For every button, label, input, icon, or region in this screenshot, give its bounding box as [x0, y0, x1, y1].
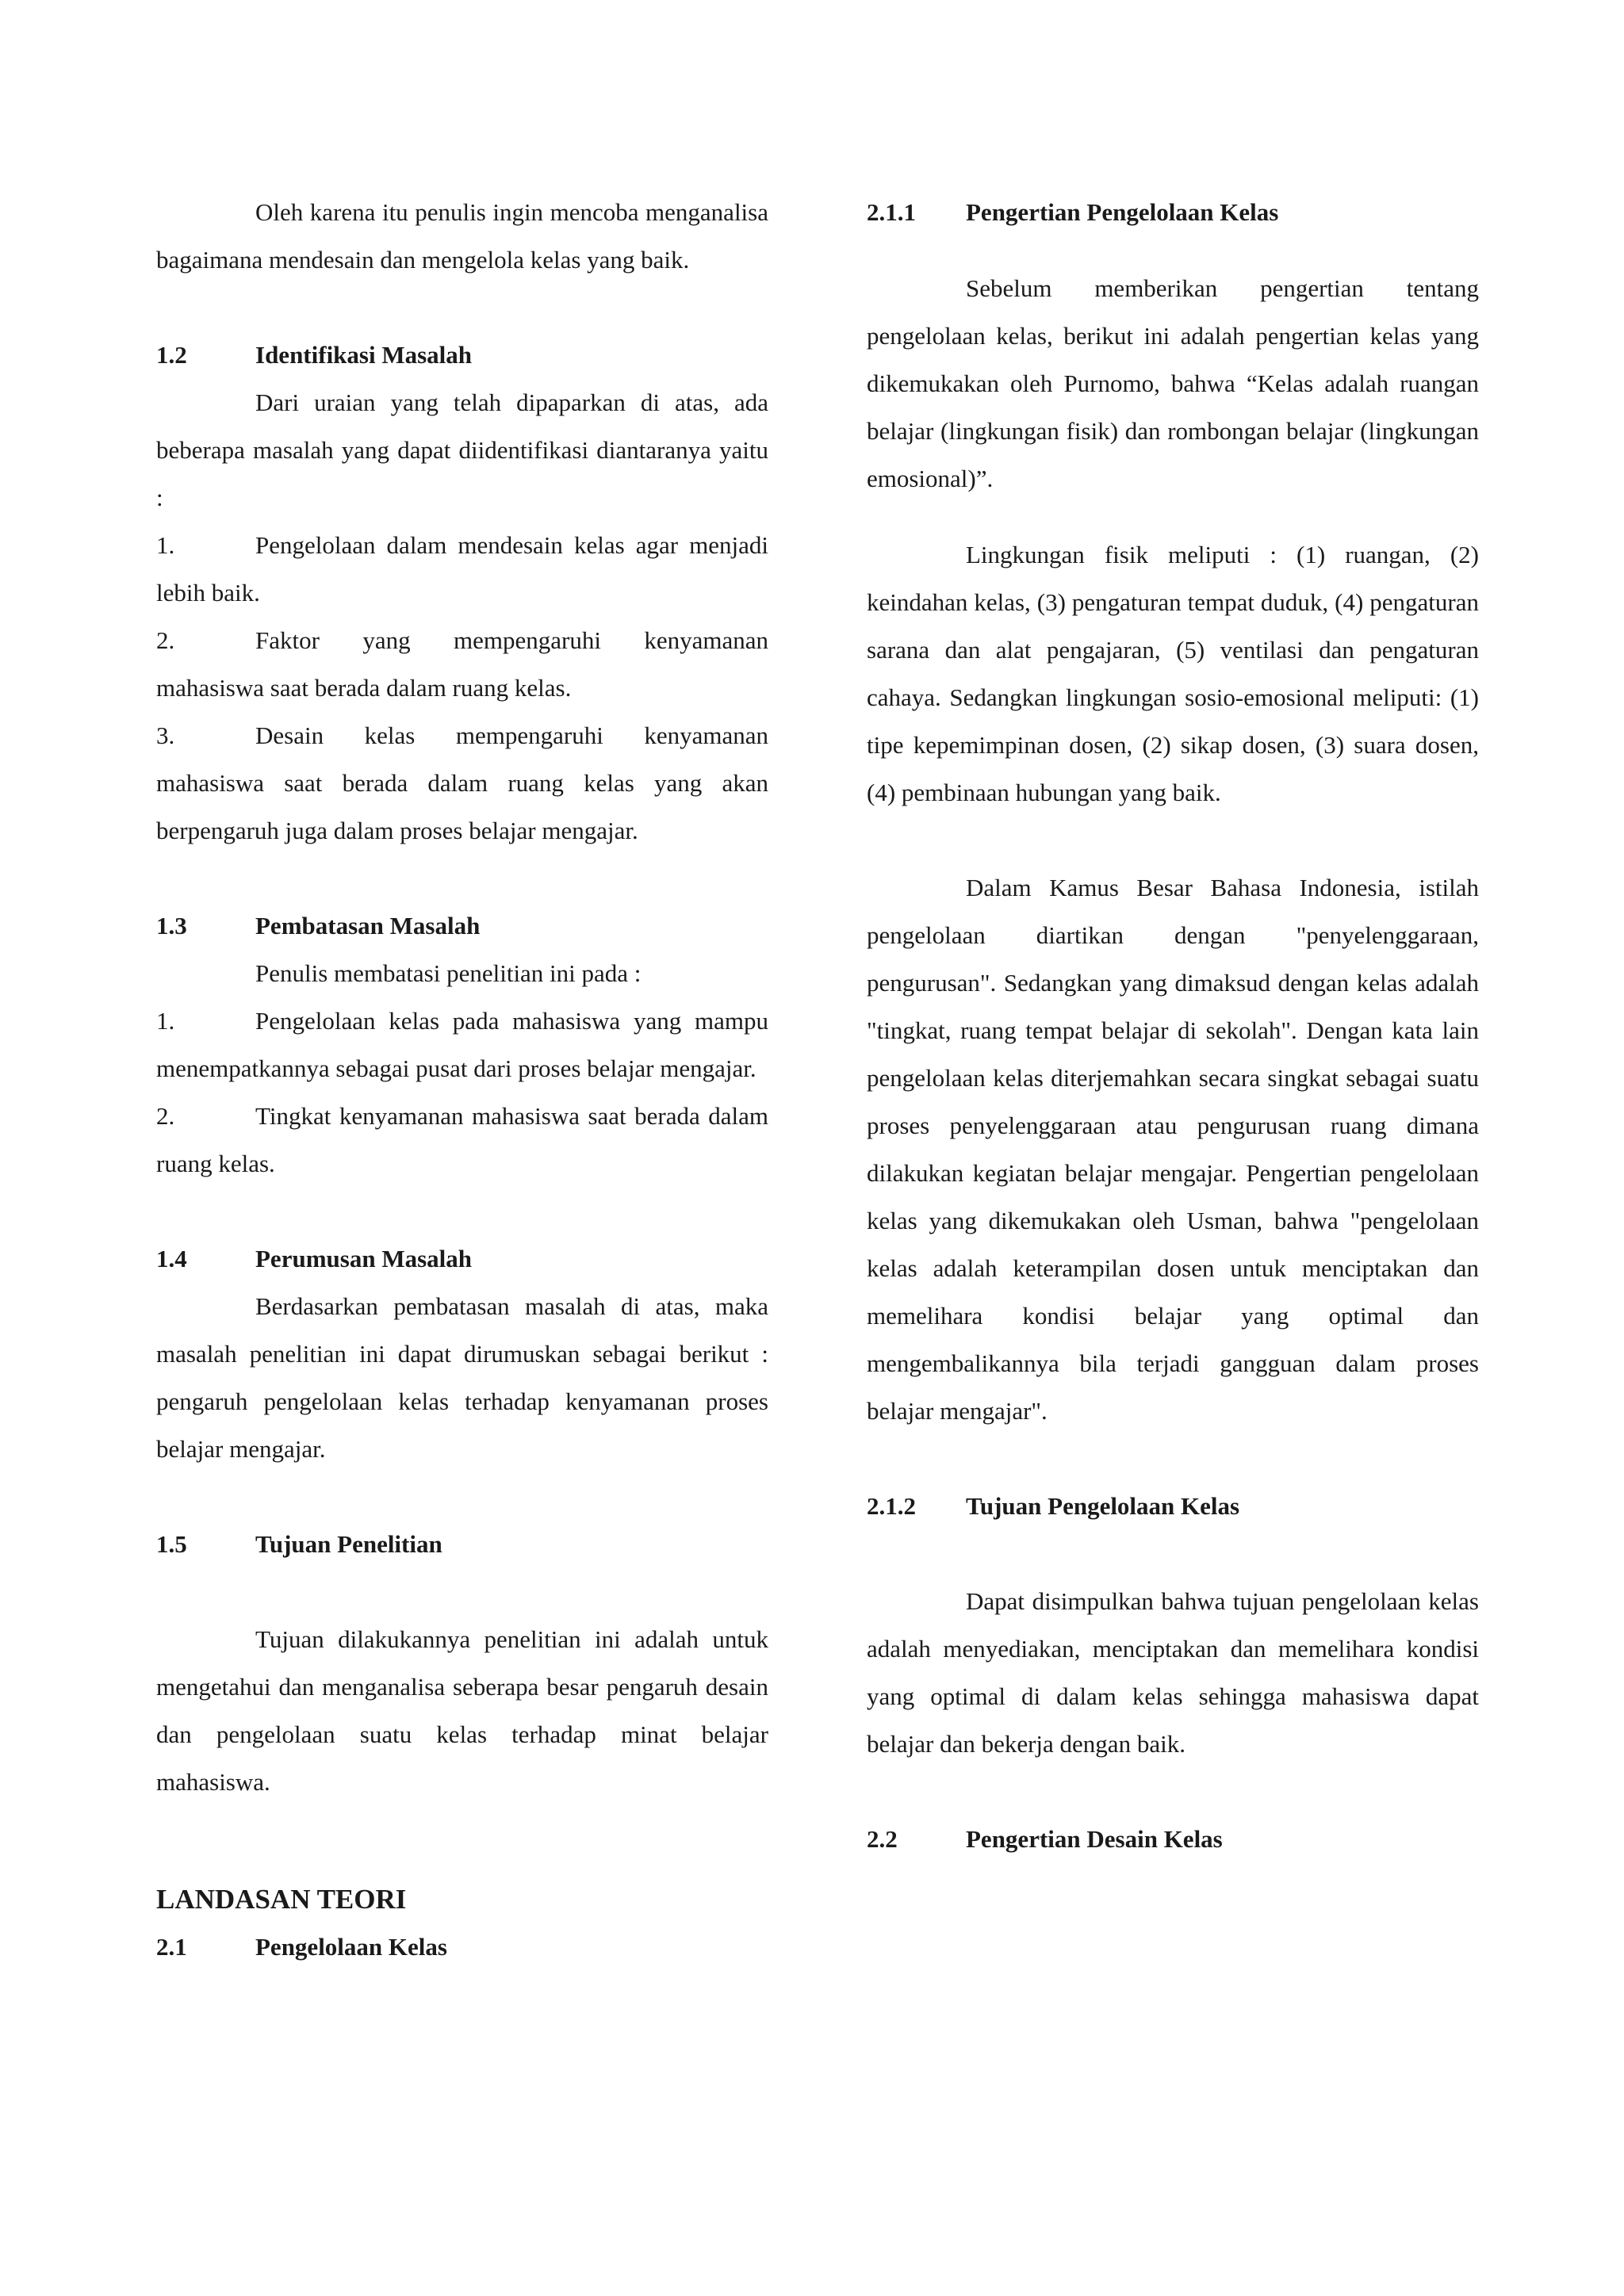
list-number: 3. [156, 721, 175, 749]
section-1-4-heading [156, 1235, 768, 1283]
list-text: Pengelolaan dalam mendesain kelas agar menjadi lebih baik. [156, 531, 768, 607]
section-1-4-paragraph: Berdasarkan pembatasan masalah di atas, maka masalah penelitian ini dapat dirumuskan sebagai berikut : pengaruh pengelolaan kelas terhadap kenyamanan proses belajar mengajar. [156, 1292, 768, 1463]
section-2-1-1-paragraph-3: Dalam Kamus Besar Bahasa Indonesia, istilah pengelolaan diartikan dengan "penyelenggaraan, pengurusan". Sedangkan yang dimaksud dengan kelas adalah "tingkat, ruang tempat belajar di sekolah". Dengan kata lain pengelolaan kelas diterjemahkan secara singkat sebagai suatu proses penyelenggaraan atau pengurusan ruang dimana dilakukan kegiatan belajar mengajar. Pengertian pengelolaan kelas yang dikemukakan oleh Usman, bahwa "pengelolaan kelas adalah keterampilan dosen untuk menciptakan dan memelihara kondisi belajar yang optimal dan mengembalikannya bila terjadi gangguan dalam proses belajar mengajar". [867, 874, 1479, 1425]
section-number: 1.5 [156, 1530, 187, 1558]
list-number: 1. [156, 531, 175, 559]
intro-paragraph: Oleh karena itu penulis ingin mencoba menganalisa bagaimana mendesain dan mengelola kelas yang baik. [156, 198, 768, 274]
list-text: Faktor yang mempengaruhi kenyamanan mahasiswa saat berada dalam ruang kelas. [156, 626, 768, 702]
section-1-5-heading [156, 1521, 768, 1568]
section-number: 2.1 [156, 1933, 187, 1961]
section-2-1-2-paragraph: Dapat disimpulkan bahwa tujuan pengelolaan kelas adalah menyediakan, menciptakan dan memelihara kondisi yang optimal di dalam kelas sehingga mahasiswa dapat belajar dan bekerja dengan baik. [867, 1587, 1479, 1758]
left-column [156, 189, 768, 1971]
section-number: 1.3 [156, 912, 187, 939]
section-title: Pengertian Pengelolaan Kelas [966, 198, 1279, 226]
list-item [156, 997, 768, 1093]
section-1-3-lead: Penulis membatasi penelitian ini pada : [255, 959, 642, 987]
section-2-1-1-paragraph-1: Sebelum memberikan pengertian tentang pengelolaan kelas, berikut ini adalah pengertian kelas yang dikemukakan oleh Purnomo, bahwa “Kelas adalah ruangan belajar (lingkungan fisik) dan rombongan belajar (lingkungan emosional)”. [867, 274, 1479, 492]
section-1-2-lead: Dari uraian yang telah dipaparkan di atas, ada beberapa masalah yang dapat diidentifikasi diantaranya yaitu : [156, 388, 768, 511]
list-text: Desain kelas mempengaruhi kenyamanan mahasiswa saat berada dalam ruang kelas yang akan berpengaruh juga dalam proses belajar mengajar. [156, 721, 768, 844]
list-text: Tingkat kenyamanan mahasiswa saat berada dalam ruang kelas. [156, 1102, 768, 1177]
chapter-title: LANDASAN TEORI [156, 1884, 407, 1915]
section-2-1-2-heading [867, 1483, 1479, 1530]
section-number: 1.4 [156, 1245, 187, 1272]
right-column [867, 189, 1479, 1863]
list-item [156, 712, 768, 855]
section-number: 2.1.2 [867, 1492, 916, 1520]
list-number: 2. [156, 626, 175, 654]
list-item [156, 617, 768, 712]
section-title: Pengertian Desain Kelas [966, 1825, 1223, 1853]
section-1-2-heading [156, 331, 768, 379]
section-1-3-heading [156, 902, 768, 950]
list-item [156, 1093, 768, 1188]
section-2-1-1-paragraph-2: Lingkungan fisik meliputi : (1) ruangan, (2) keindahan kelas, (3) pengaturan tempat duduk, (4) pengaturan sarana dan alat pengajaran, (5) ventilasi dan pengaturan cahaya. Sedangkan lingkungan sosio-emosional meliputi: (1) tipe kepemimpinan dosen, (2) sikap dosen, (3) suara dosen, (4) pembinaan hubungan yang baik. [867, 541, 1479, 806]
section-title: Perumusan Masalah [255, 1245, 472, 1272]
section-title: Tujuan Penelitian [255, 1530, 442, 1558]
section-number: 2.1.1 [867, 198, 916, 226]
list-number: 1. [156, 1007, 175, 1035]
section-2-1-1-heading [867, 189, 1479, 236]
list-number: 2. [156, 1102, 175, 1130]
list-item [156, 522, 768, 617]
section-title: Tujuan Pengelolaan Kelas [966, 1492, 1240, 1520]
section-number: 1.2 [156, 341, 187, 369]
section-number: 2.2 [867, 1825, 898, 1853]
section-title: Pengelolaan Kelas [255, 1933, 447, 1961]
section-1-5-paragraph: Tujuan dilakukannya penelitian ini adalah untuk mengetahui dan menganalisa seberapa besar pengaruh desain dan pengelolaan suatu kelas terhadap minat belajar mahasiswa. [156, 1625, 768, 1796]
section-title: Pembatasan Masalah [255, 912, 481, 939]
section-2-2-heading [867, 1816, 1479, 1863]
list-text: Pengelolaan kelas pada mahasiswa yang mampu menempatkannya sebagai pusat dari proses belajar mengajar. [156, 1007, 768, 1082]
section-title: Identifikasi Masalah [255, 341, 473, 369]
section-2-1-heading [156, 1923, 768, 1971]
